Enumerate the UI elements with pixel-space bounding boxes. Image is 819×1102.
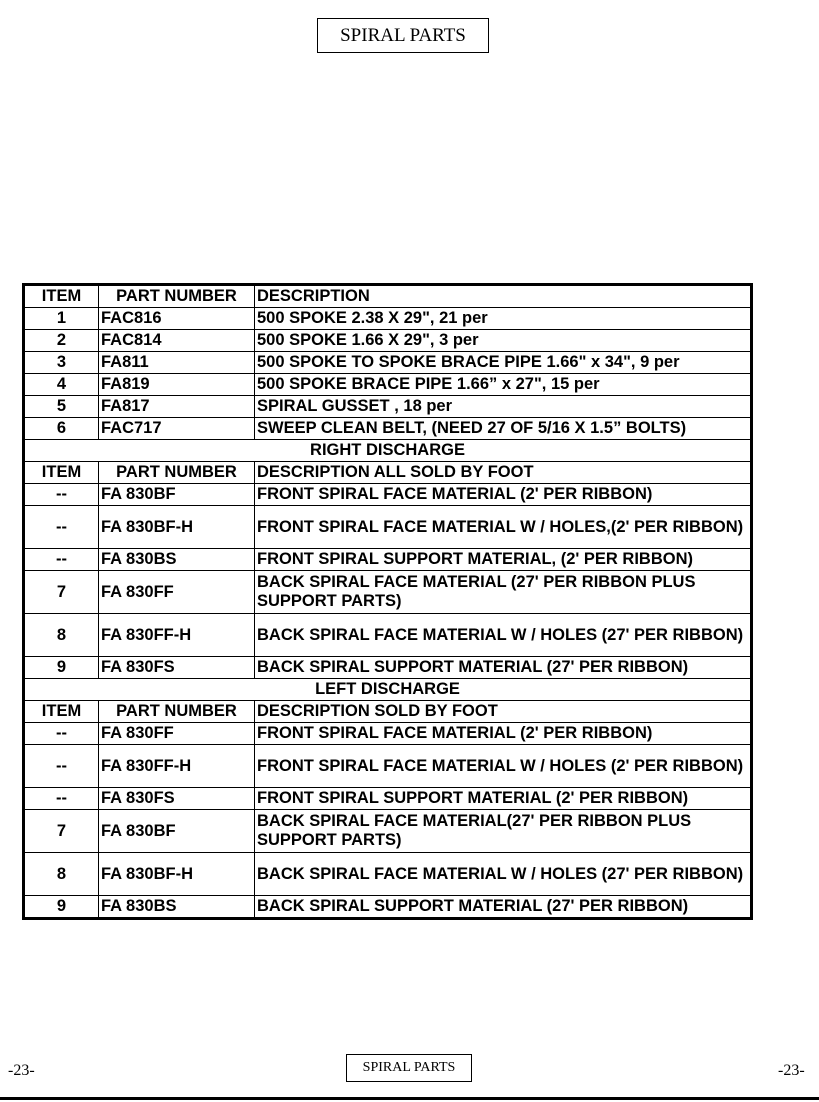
header-item: ITEM	[24, 285, 99, 308]
table-row	[24, 374, 752, 396]
table-row	[24, 571, 752, 614]
header-part-number: PART NUMBER	[99, 462, 255, 484]
part-number: FAC717	[99, 418, 255, 440]
table-row	[24, 418, 752, 440]
item-number: --	[24, 549, 99, 571]
part-number: FA819	[99, 374, 255, 396]
table-row	[24, 745, 752, 788]
section-header-right-discharge	[24, 440, 752, 462]
part-number: FA 830FS	[99, 788, 255, 810]
table-row	[24, 484, 752, 506]
header-item: ITEM	[24, 701, 99, 723]
part-number: FA811	[99, 352, 255, 374]
section-title: LEFT DISCHARGE	[24, 679, 752, 701]
item-number: 5	[24, 396, 99, 418]
part-number: FA817	[99, 396, 255, 418]
table-row	[24, 549, 752, 571]
footer-label: SPIRAL PARTS	[346, 1054, 472, 1082]
description: SPIRAL GUSSET , 18 per	[255, 396, 752, 418]
part-number: FA 830FS	[99, 657, 255, 679]
table-header-row	[24, 701, 752, 723]
item-number: 9	[24, 657, 99, 679]
item-number: 7	[24, 810, 99, 853]
table-row	[24, 330, 752, 352]
item-number: 2	[24, 330, 99, 352]
table-row	[24, 723, 752, 745]
header-part-number: PART NUMBER	[99, 701, 255, 723]
item-number: 4	[24, 374, 99, 396]
item-number: 3	[24, 352, 99, 374]
page-title: SPIRAL PARTS	[317, 18, 489, 53]
item-number: --	[24, 484, 99, 506]
item-number: 8	[24, 853, 99, 896]
part-number: FA 830BF-H	[99, 506, 255, 549]
description: BACK SPIRAL FACE MATERIAL (27' PER RIBBON PLUS SUPPORT PARTS)	[255, 571, 752, 614]
item-number: --	[24, 788, 99, 810]
part-number: FA 830BF	[99, 810, 255, 853]
header-description: DESCRIPTION SOLD BY FOOT	[255, 701, 752, 723]
table-row	[24, 308, 752, 330]
item-number: 6	[24, 418, 99, 440]
part-number: FAC814	[99, 330, 255, 352]
table-header-row	[24, 462, 752, 484]
item-number: 7	[24, 571, 99, 614]
part-number: FAC816	[99, 308, 255, 330]
description: BACK SPIRAL SUPPORT MATERIAL (27' PER RIBBON)	[255, 896, 752, 919]
description: 500 SPOKE TO SPOKE BRACE PIPE 1.66" x 34", 9 per	[255, 352, 752, 374]
part-number: FA 830FF-H	[99, 614, 255, 657]
item-number: --	[24, 506, 99, 549]
bottom-divider	[0, 1097, 819, 1100]
section-header-left-discharge	[24, 679, 752, 701]
item-number: --	[24, 723, 99, 745]
description: SWEEP CLEAN BELT, (NEED 27 OF 5/16 X 1.5” BOLTS)	[255, 418, 752, 440]
description: 500 SPOKE BRACE PIPE 1.66” x 27", 15 per	[255, 374, 752, 396]
description: FRONT SPIRAL FACE MATERIAL W / HOLES,(2' PER RIBBON)	[255, 506, 752, 549]
section-title: RIGHT DISCHARGE	[24, 440, 752, 462]
item-number: --	[24, 745, 99, 788]
description: 500 SPOKE 2.38 X 29", 21 per	[255, 308, 752, 330]
description: FRONT SPIRAL FACE MATERIAL W / HOLES (2' PER RIBBON)	[255, 745, 752, 788]
description: FRONT SPIRAL SUPPORT MATERIAL (2' PER RIBBON)	[255, 788, 752, 810]
item-number: 1	[24, 308, 99, 330]
header-part-number: PART NUMBER	[99, 285, 255, 308]
part-number: FA 830BF-H	[99, 853, 255, 896]
table-row	[24, 352, 752, 374]
description: BACK SPIRAL FACE MATERIAL(27' PER RIBBON PLUS SUPPORT PARTS)	[255, 810, 752, 853]
description: FRONT SPIRAL SUPPORT MATERIAL, (2' PER RIBBON)	[255, 549, 752, 571]
description: BACK SPIRAL SUPPORT MATERIAL (27' PER RIBBON)	[255, 657, 752, 679]
item-number: 8	[24, 614, 99, 657]
description: BACK SPIRAL FACE MATERIAL W / HOLES (27' PER RIBBON)	[255, 614, 752, 657]
page-number-left: -23-	[8, 1062, 35, 1079]
item-number: 9	[24, 896, 99, 919]
page-number-right: -23-	[778, 1062, 805, 1079]
part-number: FA 830FF	[99, 723, 255, 745]
table-row	[24, 657, 752, 679]
part-number: FA 830BS	[99, 896, 255, 919]
table-row	[24, 810, 752, 853]
table-row	[24, 853, 752, 896]
table-header-row	[24, 285, 752, 308]
header-description: DESCRIPTION ALL SOLD BY FOOT	[255, 462, 752, 484]
part-number: FA 830FF-H	[99, 745, 255, 788]
table-row	[24, 506, 752, 549]
description: BACK SPIRAL FACE MATERIAL W / HOLES (27' PER RIBBON)	[255, 853, 752, 896]
header-item: ITEM	[24, 462, 99, 484]
part-number: FA 830BS	[99, 549, 255, 571]
description: FRONT SPIRAL FACE MATERIAL (2' PER RIBBON)	[255, 484, 752, 506]
table-row	[24, 896, 752, 919]
table-row	[24, 614, 752, 657]
part-number: FA 830FF	[99, 571, 255, 614]
description: FRONT SPIRAL FACE MATERIAL (2' PER RIBBON)	[255, 723, 752, 745]
part-number: FA 830BF	[99, 484, 255, 506]
description: 500 SPOKE 1.66 X 29", 3 per	[255, 330, 752, 352]
table-row	[24, 396, 752, 418]
parts-table	[22, 283, 753, 920]
table-row	[24, 788, 752, 810]
header-description: DESCRIPTION	[255, 285, 752, 308]
